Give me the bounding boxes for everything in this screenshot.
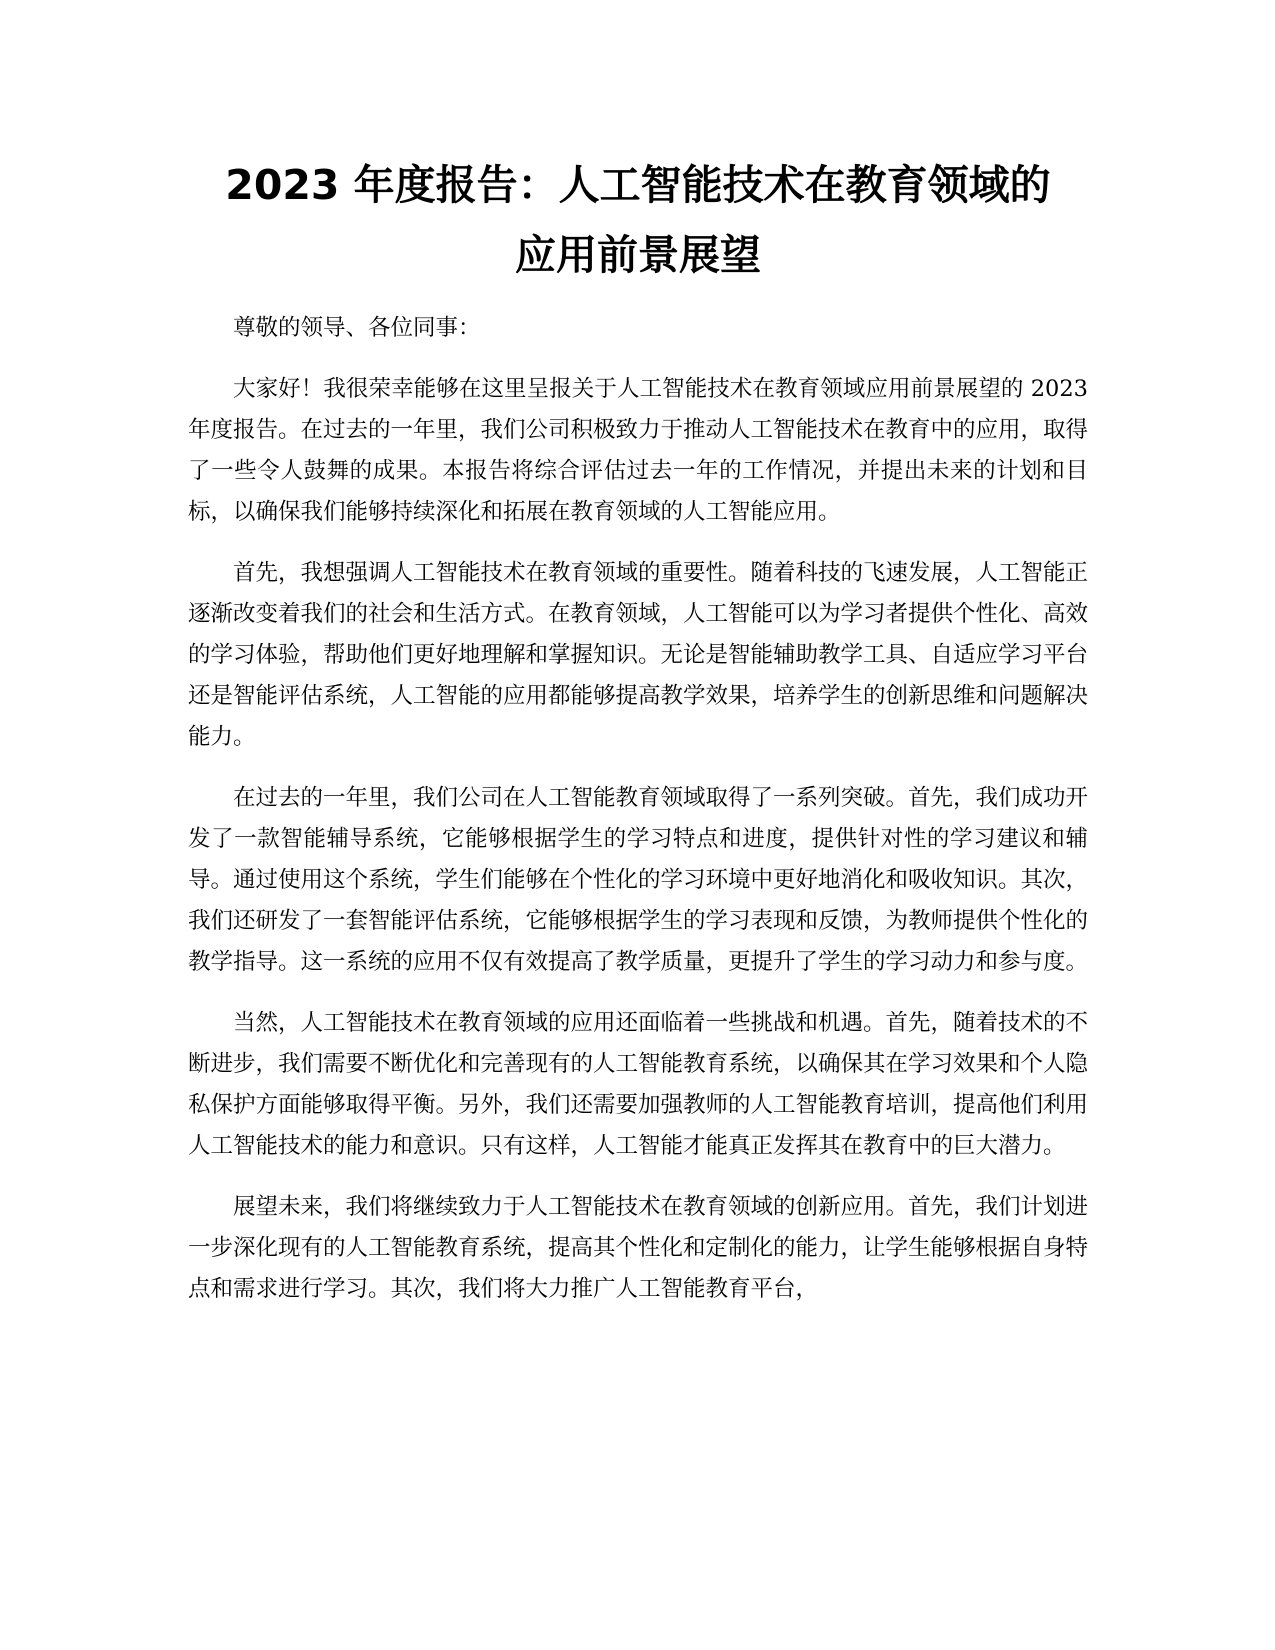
document-title	[188, 150, 1088, 290]
paragraph-importance: 首先，我想强调人工智能技术在教育领域的重要性。随着科技的飞速发展，人工智能正逐渐改变着我们的社会和生活方式。在教育领域，人工智能可以为学习者提供个性化、高效的学习体验，帮助他们更好地理解和掌握知识。无论是智能辅助教学工具、自适应学习平台还是智能评估系统，人工智能的应用都能够提高教学效果，培养学生的创新思维和问题解决能力。	[188, 560, 1089, 750]
salutation: 尊敬的领导、各位同事：	[233, 315, 481, 341]
paragraph-outlook: 展望未来，我们将继续致力于人工智能技术在教育领域的创新应用。首先，我们计划进一步深化现有的人工智能教育系统，提高其个性化和定制化的能力，让学生能够根据自身特点和需求进行学习。其次，我们将大力推广人工智能教育平台，	[188, 1194, 1089, 1302]
paragraph-challenges: 当然，人工智能技术在教育领域的应用还面临着一些挑战和机遇。首先，随着技术的不断进步，我们需要不断优化和完善现有的人工智能教育系统，以确保其在学习效果和个人隐私保护方面能够取得平衡。另外，我们还需要加强教师的人工智能教育培训，提高他们利用人工智能技术的能力和意识。只有这样，人工智能才能真正发挥其在教育中的巨大潜力。	[188, 1010, 1089, 1159]
document-content	[188, 150, 1088, 1310]
paragraph-achievements: 在过去的一年里，我们公司在人工智能教育领域取得了一系列突破。首先，我们成功开发了一款智能辅导系统，它能够根据学生的学习特点和进度，提供针对性的学习建议和辅导。通过使用这个系统，学生们能够在个性化的学习环境中更好地消化和吸收知识。其次，我们还研发了一套智能评估系统，它能够根据学生的学习表现和反馈，为教师提供个性化的教学指导。这一系统的应用不仅有效提高了教学质量，更提升了学生的学习动力和参与度。	[188, 785, 1089, 975]
paragraph-greeting: 大家好！我很荣幸能够在这里呈报关于人工智能技术在教育领域应用前景展望的 2023 年度报告。在过去的一年里，我们公司积极致力于推动人工智能技术在教育中的应用，取得了一些令人鼓舞的成果。本报告将综合评估过去一年的工作情况，并提出未来的计划和目标，以确保我们能够持续深化和拓展在教育领域的人工智能应用。	[188, 376, 1089, 525]
title-line-2: 应用前景展望	[515, 231, 761, 279]
title-line-1: 2023 年度报告：人工智能技术在教育领域的	[225, 161, 1051, 209]
document-body	[188, 308, 1088, 1310]
